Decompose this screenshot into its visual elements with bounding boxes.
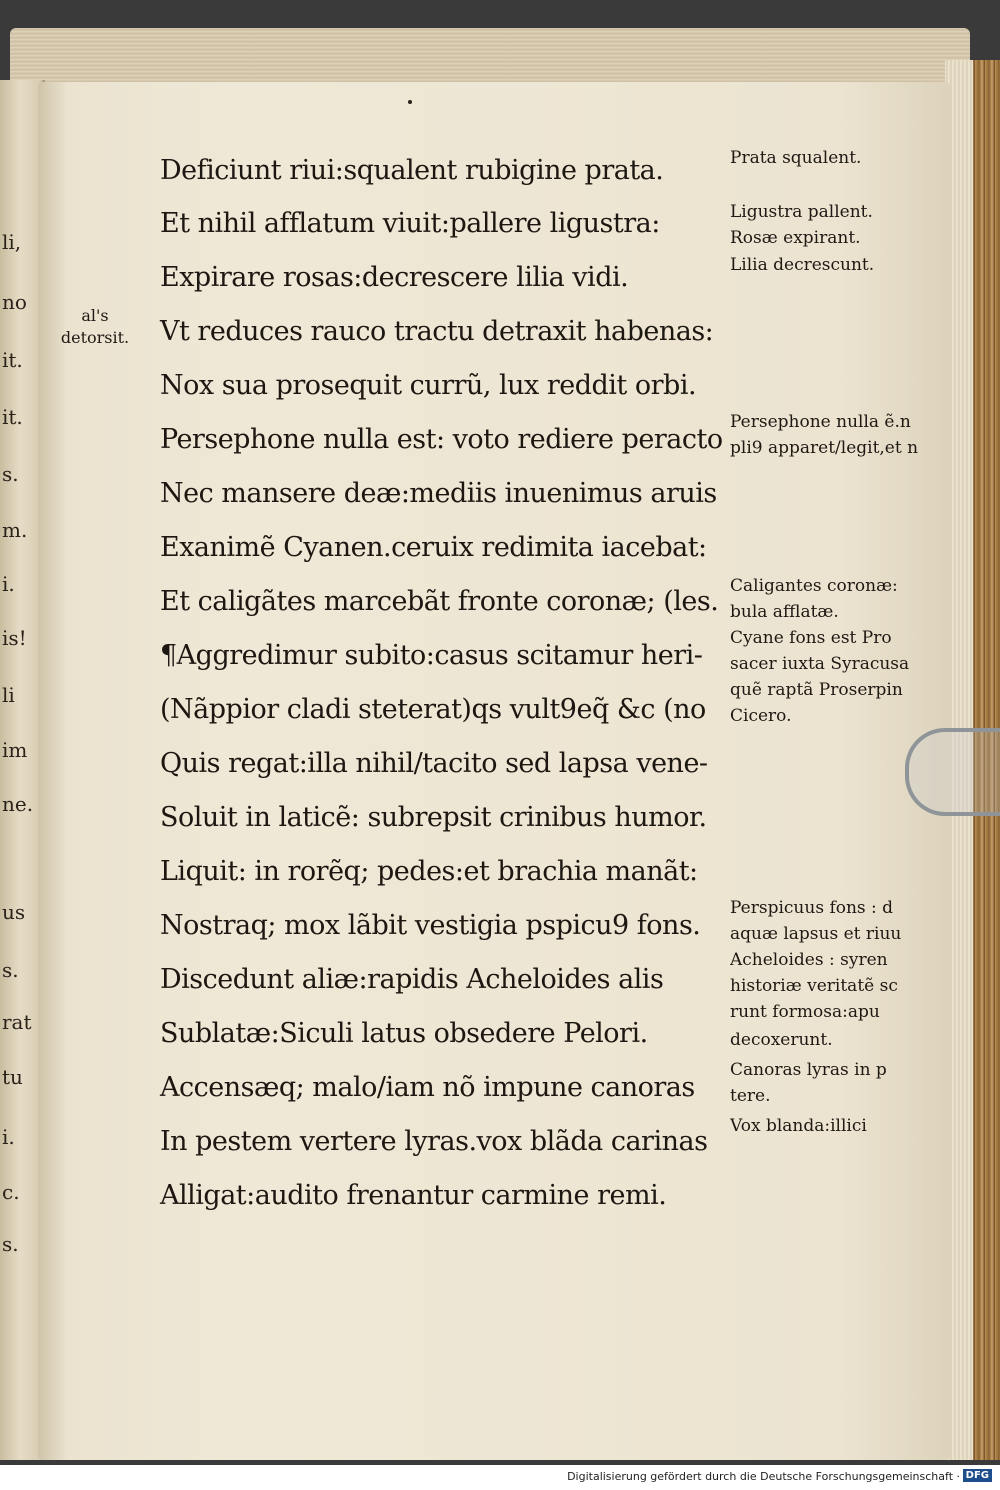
left-margin-note-line: al's	[81, 306, 109, 325]
verse-line: Vt reduces rauco tractu detraxit habenas:	[160, 316, 714, 347]
left-fragment: s.	[2, 462, 19, 486]
verse-line: Et caligãtes marcebãt fronte coronæ; (les.	[160, 586, 719, 617]
margin-note: bula afflatæ.	[730, 602, 839, 622]
page-mark	[408, 100, 412, 104]
left-fragment: us	[2, 900, 26, 924]
margin-note: Canoras lyras in p	[730, 1060, 887, 1080]
margin-note: Lilia decrescunt.	[730, 255, 875, 275]
margin-note: Perspicuus fons : d	[730, 898, 894, 918]
left-fragment: i.	[2, 1125, 15, 1149]
margin-note: runt formosa:apu	[730, 1002, 880, 1022]
margin-note: historiæ veritatẽ sc	[730, 976, 898, 996]
left-fragment: li,	[2, 230, 22, 254]
footer-bar	[0, 1465, 1000, 1490]
left-fragment: s.	[2, 958, 19, 982]
margin-note: Prata squalent.	[730, 148, 862, 168]
margin-note: Vox blanda:illici	[730, 1116, 867, 1136]
margin-note: Cyane fons est Pro	[730, 628, 892, 648]
left-fragment: it.	[2, 405, 23, 429]
verse-line: Liquit: in rorẽq; pedes:et brachia manãt:	[160, 856, 698, 887]
verse-line: Quis regat:illa nihil/tacito sed lapsa vene-	[160, 748, 708, 779]
margin-note: quẽ raptã Proserpin	[730, 680, 903, 700]
verse-line: Deficiunt riui:squalent rubigine prata.	[160, 155, 664, 186]
footer-credit: Digitalisierung gefördert durch die Deutsche Forschungsgemeinschaft ·	[567, 1470, 960, 1483]
margin-note: Persephone nulla ẽ.n	[730, 412, 911, 432]
verse-line: Discedunt aliæ:rapidis Acheloides alis	[160, 964, 664, 995]
margin-note: Caligantes coronæ:	[730, 576, 898, 596]
margin-note: Ligustra pallent.	[730, 202, 873, 222]
verse-line: Accensæq; malo/iam nõ impune canoras	[160, 1072, 695, 1103]
left-fragment: i.	[2, 572, 15, 596]
verse-line: Nostraq; mox lãbit vestigia pspicu9 fons.	[160, 910, 701, 941]
left-fragment: li	[2, 683, 15, 707]
left-fragment: tu	[2, 1065, 23, 1089]
dfg-logo: DFG	[963, 1469, 992, 1482]
page-clip	[905, 728, 1000, 816]
verse-line: Exanimẽ Cyanen.ceruix redimita iacebat:	[160, 532, 707, 563]
margin-note: Acheloides : syren	[730, 950, 888, 970]
left-fragment: c.	[2, 1180, 20, 1204]
left-fragment: rat	[2, 1010, 32, 1034]
verse-line: Nec mansere deæ:mediis inuenimus aruis	[160, 478, 717, 509]
margin-note: Rosæ expirant.	[730, 228, 861, 248]
margin-note: sacer iuxta Syracusa	[730, 654, 910, 674]
left-fragment: m.	[2, 518, 28, 542]
verse-line: Soluit in laticẽ: subrepsit crinibus humor.	[160, 802, 707, 833]
margin-note: Cicero.	[730, 706, 792, 726]
left-fragment: im	[2, 738, 28, 762]
left-fragment: is!	[2, 626, 27, 650]
left-fragment: s.	[2, 1232, 19, 1256]
verse-line: (Nãppior cladi steterat)qs vult9eq̃ &c (no	[160, 694, 706, 725]
left-margin-note	[50, 305, 140, 349]
verse-line: Nox sua prosequit currũ, lux reddit orbi.	[160, 370, 697, 401]
verse-line: Expirare rosas:decrescere lilia vidi.	[160, 262, 629, 293]
verse-line: Persephone nulla est: voto rediere peracto	[160, 424, 723, 455]
verse-line: Et nihil afflatum viuit:pallere ligustra:	[160, 208, 660, 239]
verse-line: Sublatæ:Siculi latus obsedere Pelori.	[160, 1018, 648, 1049]
left-fragment: it.	[2, 348, 23, 372]
margin-note: tere.	[730, 1086, 771, 1106]
verse-line: ¶Aggredimur subito:casus scitamur heri-	[160, 640, 703, 671]
left-margin-note-line: detorsit.	[60, 328, 130, 347]
margin-note: aquæ lapsus et riuu	[730, 924, 902, 944]
margin-note: pli9 apparet/legit,et n	[730, 438, 919, 458]
verse-line: Alligat:audito frenantur carmine remi.	[160, 1180, 667, 1211]
verse-line: In pestem vertere lyras.vox blãda carinas	[160, 1126, 708, 1157]
left-fragment: ne.	[2, 792, 34, 816]
left-fragment: no	[2, 290, 27, 314]
margin-note: decoxerunt.	[730, 1030, 833, 1050]
